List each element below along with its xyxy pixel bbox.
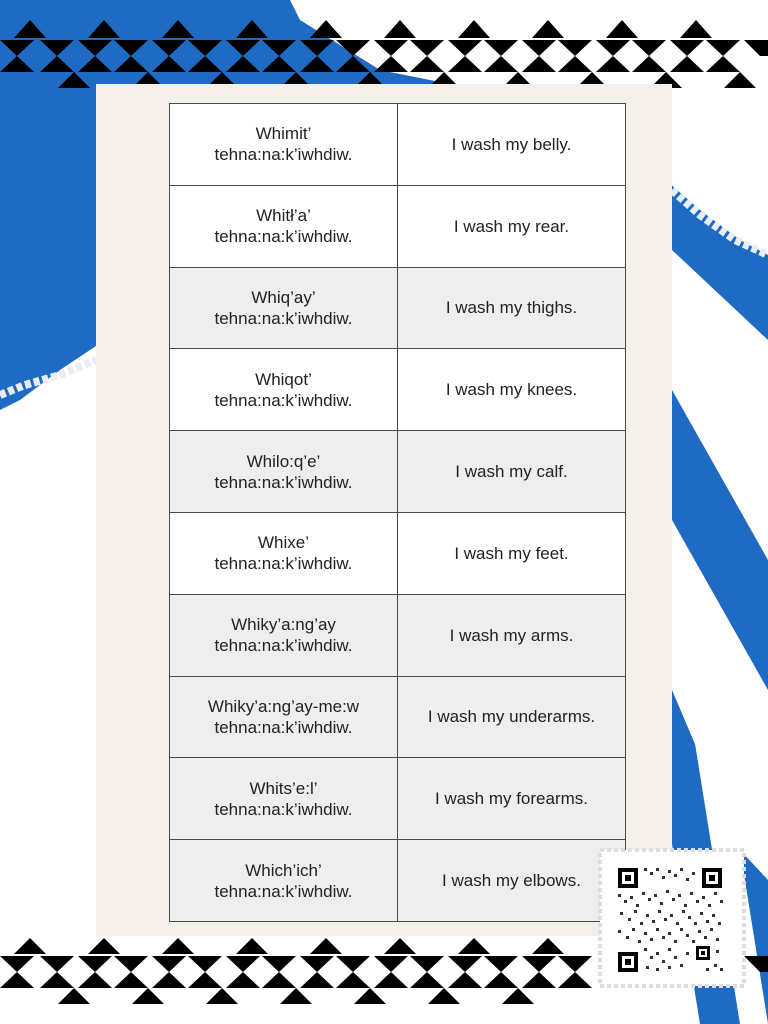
yurok-verb: tehna:na:k’iwhdiw. xyxy=(214,390,353,410)
table-row xyxy=(170,758,626,840)
yurok-verb: tehna:na:k’iwhdiw. xyxy=(214,636,353,656)
table-row xyxy=(170,267,626,349)
english-phrase-cell: I wash my rear. xyxy=(398,185,626,267)
english-phrase-cell: I wash my calf. xyxy=(398,431,626,513)
qr-code-icon[interactable] xyxy=(598,848,746,988)
yurok-word: Whixe’ xyxy=(257,533,309,553)
yurok-word: Whiky’a:ng’ay xyxy=(231,615,336,635)
yurok-phrase-cell xyxy=(170,840,398,922)
yurok-verb: tehna:na:k’iwhdiw. xyxy=(214,145,353,165)
yurok-word: Whiq’ay’ xyxy=(251,287,316,307)
yurok-verb: tehna:na:k’iwhdiw. xyxy=(214,554,353,574)
yurok-phrase-cell xyxy=(170,104,398,186)
yurok-phrase-cell xyxy=(170,349,398,431)
yurok-word: Whitł’a’ xyxy=(256,206,311,226)
table-row xyxy=(170,431,626,513)
table-row xyxy=(170,840,626,922)
yurok-phrase-cell xyxy=(170,185,398,267)
yurok-phrase-cell xyxy=(170,267,398,349)
yurok-word: Whiqot’ xyxy=(255,369,312,389)
table-row xyxy=(170,512,626,594)
english-phrase-cell: I wash my arms. xyxy=(398,594,626,676)
yurok-phrase-cell xyxy=(170,431,398,513)
table-row xyxy=(170,594,626,676)
phrase-table xyxy=(169,103,626,922)
english-phrase-cell: I wash my underarms. xyxy=(398,676,626,758)
yurok-word: Whilo:q’e’ xyxy=(246,451,321,471)
yurok-verb: tehna:na:k’iwhdiw. xyxy=(214,717,353,737)
yurok-verb: tehna:na:k’iwhdiw. xyxy=(214,472,353,492)
yurok-verb: tehna:na:k’iwhdiw. xyxy=(214,227,353,247)
english-phrase-cell: I wash my feet. xyxy=(398,512,626,594)
yurok-phrase-cell xyxy=(170,758,398,840)
english-phrase-cell: I wash my knees. xyxy=(398,349,626,431)
table-row xyxy=(170,349,626,431)
yurok-word: Whiky’a:ng’ay-me:w xyxy=(207,696,360,716)
english-phrase-cell: I wash my forearms. xyxy=(398,758,626,840)
yurok-phrase-cell xyxy=(170,594,398,676)
yurok-word: Whimit’ xyxy=(255,124,312,144)
english-phrase-cell: I wash my belly. xyxy=(398,104,626,186)
yurok-verb: tehna:na:k’iwhdiw. xyxy=(214,881,353,901)
yurok-word: Whits’e:l’ xyxy=(249,778,318,798)
table-row xyxy=(170,104,626,186)
english-phrase-cell: I wash my thighs. xyxy=(398,267,626,349)
table-row xyxy=(170,185,626,267)
yurok-word: Which’ich’ xyxy=(245,860,322,880)
yurok-verb: tehna:na:k’iwhdiw. xyxy=(214,799,353,819)
yurok-verb: tehna:na:k’iwhdiw. xyxy=(214,308,353,328)
english-phrase-cell: I wash my elbows. xyxy=(398,840,626,922)
yurok-phrase-cell xyxy=(170,676,398,758)
yurok-phrase-cell xyxy=(170,512,398,594)
table-row xyxy=(170,676,626,758)
